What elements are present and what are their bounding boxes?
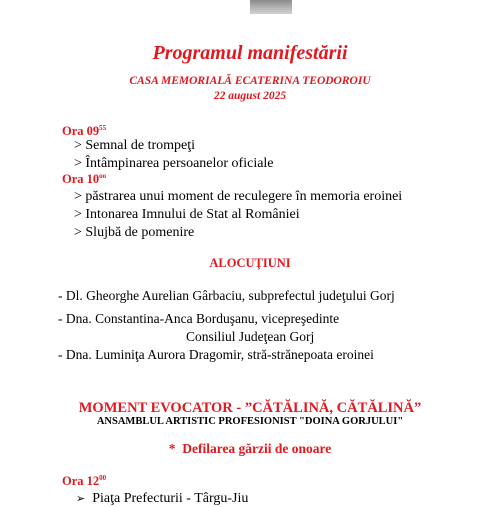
location-label: Piaţa Prefecturii - Târgu-Jiu	[92, 491, 249, 506]
time-1200	[62, 474, 106, 489]
time-label: Ora 09	[62, 124, 100, 138]
time-0955	[62, 124, 106, 139]
schedule-item: > păstrarea unui moment de reculegere în memoria eroinei	[74, 189, 403, 204]
time-superscript: oo	[99, 172, 107, 180]
event-date: 22 august 2025	[213, 90, 287, 102]
time-1000	[62, 172, 106, 187]
time-label: Ora 10	[62, 172, 100, 186]
schedule-item: > Întâmpinarea persoanelor oficiale	[74, 156, 274, 171]
arrow-bullet-icon: ➢	[76, 493, 86, 505]
parade-line	[0, 441, 500, 457]
schedule-item: > Intonarea Imnului de Stat al României	[74, 207, 300, 222]
speech-entry: - Dna. Constantina-Anca Borduşanu, vicepreşedinte	[58, 311, 340, 326]
moment-title: MOMENT EVOCATOR - ”CĂTĂLINĂ, CĂTĂLINĂ”	[78, 400, 422, 416]
speech-entry: - Dl. Gheorghe Aurelian Gârbaciu, subprefectul judeţului Gorj	[58, 288, 395, 303]
page-title: Programul manifestării	[152, 42, 348, 64]
venue-name: CASA MEMORIALĂ ECATERINA TEODOROIU	[129, 75, 371, 87]
ensemble-name: ANSAMBLUL ARTISTIC PROFESIONIST "DOINA GORJULUI"	[96, 416, 404, 427]
schedule-item: > Semnal de trompeţi	[74, 138, 196, 153]
time-label: Ora 12	[62, 474, 100, 488]
parade-label: Defilarea gărzii de onoare	[182, 441, 332, 456]
schedule-item	[76, 491, 248, 507]
speech-entry-continued: Consiliul Judeţean Gorj	[186, 329, 315, 344]
portrait-photo	[250, 0, 292, 14]
time-superscript: 55	[99, 124, 107, 132]
star-bullet: *	[168, 441, 176, 456]
time-superscript: 00	[99, 474, 107, 482]
speech-entry: - Dna. Luminiţa Aurora Dragomir, stră-strănepoata eroinei	[58, 347, 374, 362]
speeches-heading: ALOCUŢIUNI	[209, 256, 291, 270]
schedule-item: > Slujbă de pomenire	[74, 225, 195, 240]
